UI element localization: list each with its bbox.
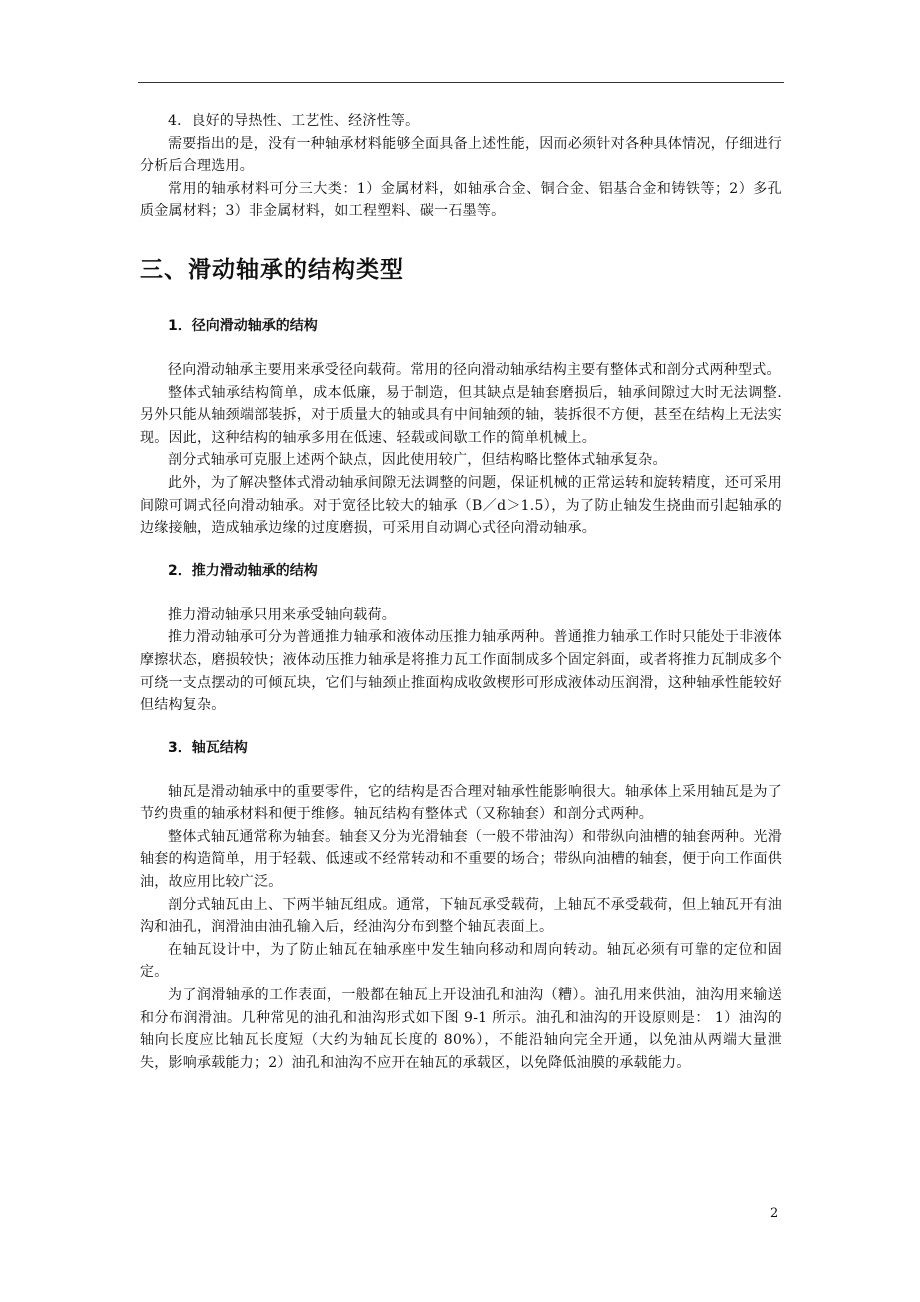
section-heading: 三、滑动轴承的结构类型: [140, 256, 404, 283]
paragraph: 推力滑动轴承只用来承受轴向载荷。: [168, 606, 396, 623]
paragraph: 为了润滑轴承的工作表面，一般都在轴瓦上开设油孔和油沟（糟）。油孔用来供油，油沟用来输送和分布润滑油。几种常见的油孔和油沟形式如下图 9-1 所示。油孔和油沟的开设原则是： 1）油沟的轴向长度应比轴瓦长度短（大约为轴瓦长度的 80%），不能沿轴向完全开通，以免油从两端大量泄失，影响承载能力；2）油孔和油沟不应开在轴瓦的承载区，以免降低油膜的承载能力。: [140, 987, 782, 1071]
page-number: 2: [770, 1206, 779, 1221]
header-rule: [138, 82, 784, 83]
paragraph: 轴瓦是滑动轴承中的重要零件，它的结构是否合理对轴承性能影响很大。轴承体上采用轴瓦是为了节约贵重的轴承材料和便于维修。轴瓦结构有整体式（又称轴套）和剖分式两种。: [140, 783, 782, 823]
subsection-heading: 1．径向滑动轴承的结构: [168, 317, 318, 334]
paragraph: 需要指出的是，没有一种轴承材料能够全面具备上述性能，因而必须针对各种具体情况，仔细进行分析后合理选用。: [140, 135, 782, 175]
paragraph: 整体式轴承结构简单，成本低廉，易于制造，但其缺点是轴套磨损后，轴承间隙过大时无法调整. 另外只能从轴颈端部装拆，对于质量大的轴或具有中间轴颈的轴，装拆很不方便，甚至在结构上无法实现。因此，这种结构的轴承多用在低速、轻载或间歇工作的简单机械上。: [140, 384, 782, 446]
paragraph: 剖分式轴承可克服上述两个缺点，因此使用较广，但结构略比整体式轴承复杂。: [168, 452, 667, 469]
paragraph: 剖分式轴瓦由上、下两半轴瓦组成。通常，下轴瓦承受载荷，上轴瓦不承受载荷，但上轴瓦开有油沟和油孔，润滑油由油孔输入后，经油沟分布到整个轴瓦表面上。: [140, 896, 782, 936]
paragraph: 常用的轴承材料可分三大类：1）金属材料，如轴承合金、铜合金、铝基合金和铸铁等；2）多孔质金属材料；3）非金属材料，如工程塑料、碳一石墨等。: [140, 180, 782, 220]
paragraph: 整体式轴瓦通常称为轴套。轴套又分为光滑轴套（一般不带油沟）和带纵向油槽的轴套两种。光滑轴套的构造简单，用于轻载、低速或不经常转动和不重要的场合；带纵向油槽的轴套，便于向工作面供油，故应用比较广泛。: [140, 828, 782, 891]
subsection-heading: 3．轴瓦结构: [168, 739, 248, 756]
paragraph: 此外，为了解决整体式滑动轴承间隙无法调整的问题，保证机械的正常运转和旋转精度，还可采用间隙可调式径向滑动轴承。对于宽径比较大的轴承（B／d＞1.5），为了防止轴发生挠曲而引起轴承的边缘接触，造成轴承边缘的过度磨损，可采用自动调心式径向滑动轴承。: [140, 474, 782, 537]
paragraph: 4．良好的导热性、工艺性、经济性等。: [168, 113, 420, 129]
subsection-heading: 2．推力滑动轴承的结构: [168, 562, 318, 579]
paragraph: 径向滑动轴承主要用来承受径向载荷。常用的径向滑动轴承结构主要有整体式和剖分式两种型式。: [168, 361, 781, 378]
paragraph: 在轴瓦设计中，为了防止轴瓦在轴承座中发生轴向移动和周向转动。轴瓦必须有可靠的定位和固定。: [140, 941, 782, 981]
page-body: [140, 110, 782, 1074]
paragraph: 推力滑动轴承可分为普通推力轴承和液体动压推力轴承两种。普通推力轴承工作时只能处于非液体摩擦状态，磨损较快；液体动压推力轴承是将推力瓦工作面制成多个固定斜面，或者将推力瓦制成多个可绕一支点摆动的可倾瓦块，它们与轴颈止推面构成收敛楔形可形成液体动压润滑，这种轴承性能较好但结构复杂。: [140, 629, 782, 714]
